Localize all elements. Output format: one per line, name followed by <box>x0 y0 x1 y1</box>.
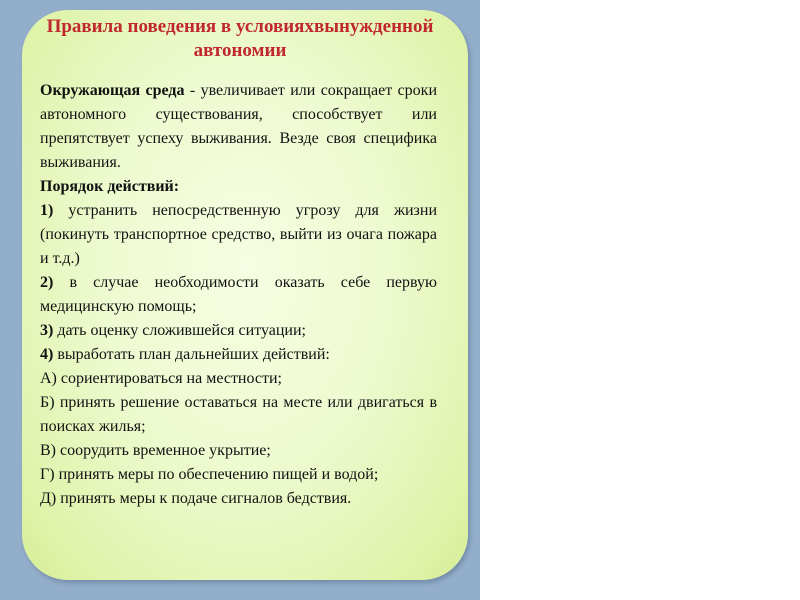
step-2 <box>40 271 437 319</box>
substep-b: Б) принять решение оставаться на месте или двигаться в поисках жилья; <box>40 394 437 435</box>
step-number: 3) <box>40 322 54 339</box>
substep-d: Г) принять меры по обеспечению пищей и водой; <box>40 466 379 483</box>
step-text: выработать план дальнейших действий: <box>53 346 330 363</box>
step-text: устранить непосредственную угрозу для жизни (покинуть транспортное средство, выйти из очага пожара и т.д.) <box>40 202 437 267</box>
slide-title: Правила поведения в условияхвынужденной автономии <box>46 16 434 61</box>
step-number: 4) <box>40 346 54 363</box>
step-1 <box>40 199 437 271</box>
step-text: дать оценку сложившейся ситуации; <box>53 322 306 339</box>
step-number: 1) <box>40 202 54 219</box>
substep-c: В) соорудить временное укрытие; <box>40 442 271 459</box>
environment-paragraph <box>40 79 437 175</box>
step-4 <box>40 343 437 367</box>
substep-a: А) сориентироваться на местности; <box>40 370 282 387</box>
step-text: в случае необходимости оказать себе первую медицинскую помощь; <box>40 274 437 315</box>
step-3 <box>40 319 437 343</box>
substep-e: Д) принять меры к подаче сигналов бедствия. <box>40 490 352 507</box>
environment-text: - увеличивает или сокращает сроки автономного существования, способствует или препятствует успеху выживания. Везде своя специфика выживания. <box>40 82 437 171</box>
procedure-heading: Порядок действий: <box>40 178 180 195</box>
slide-body <box>40 79 437 511</box>
environment-label: Окружающая среда <box>40 82 185 99</box>
step-number: 2) <box>40 274 54 291</box>
